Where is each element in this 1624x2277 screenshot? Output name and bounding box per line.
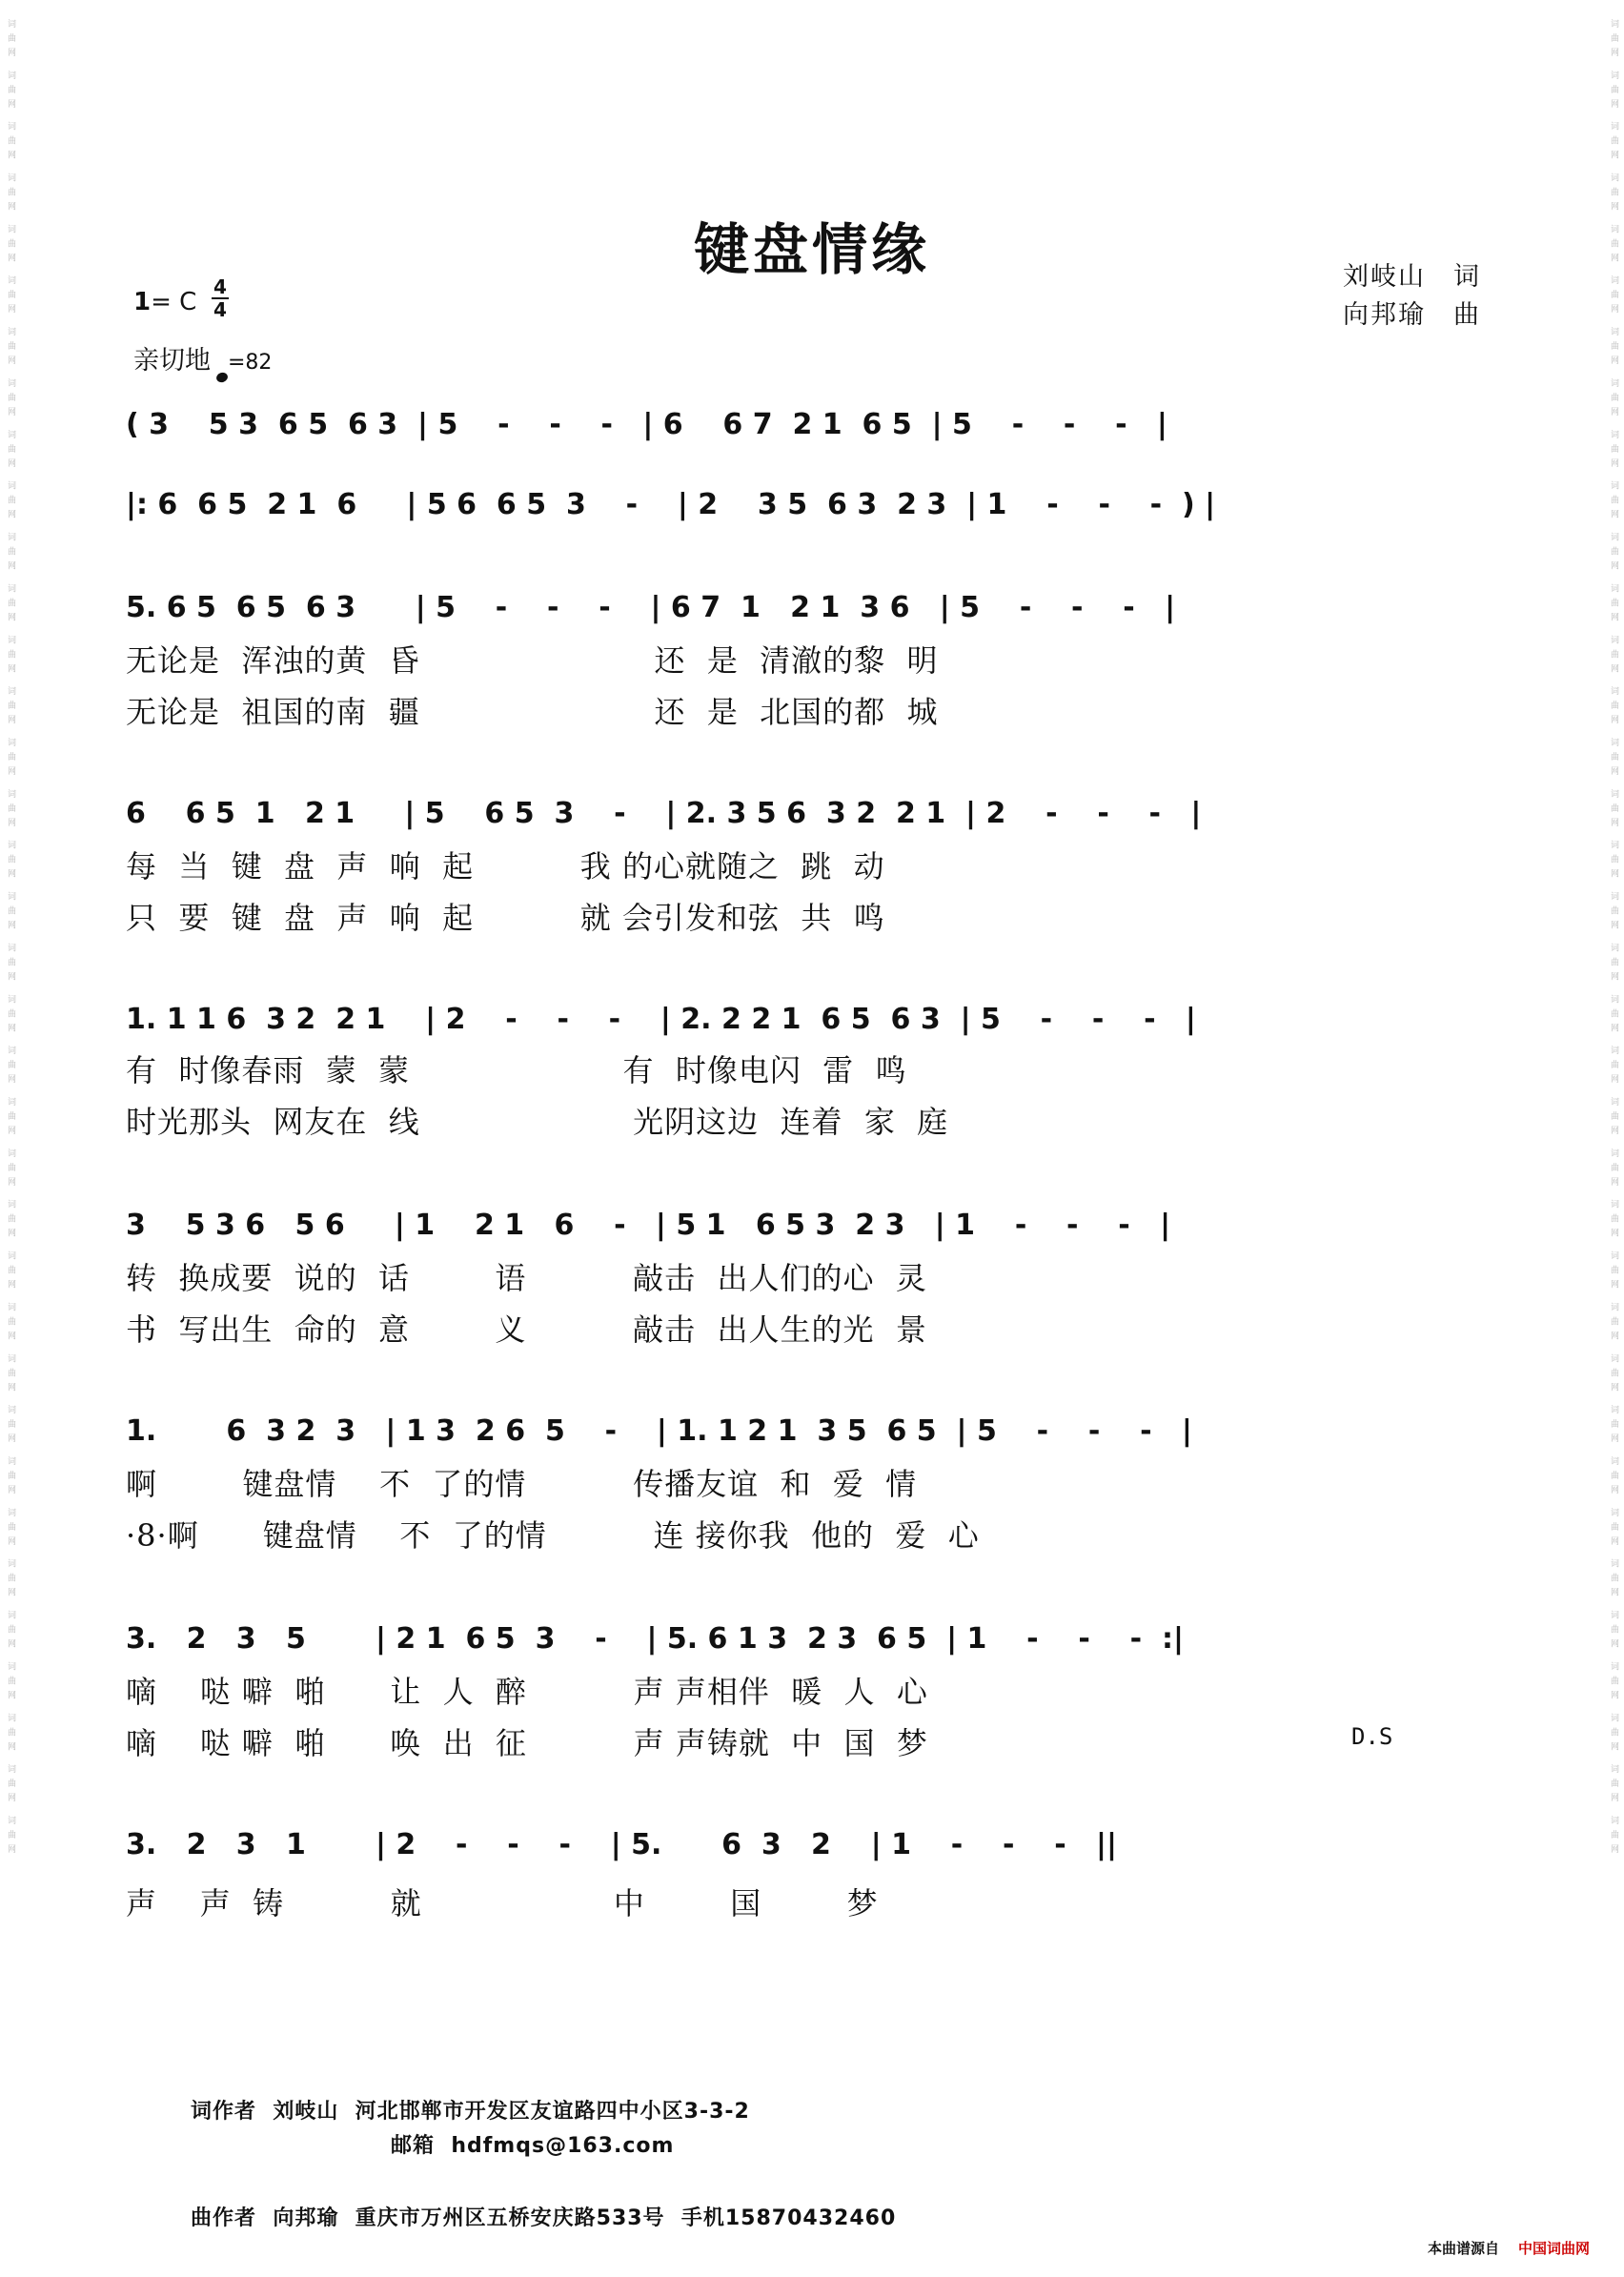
score-row-9 <box>126 1828 1498 1885</box>
lyricist-address: 词作者 刘岐山 河北邯郸市开发区友谊路四中小区3-3-2 <box>191 2100 750 2124</box>
tempo-mood: 亲切地 <box>133 346 211 376</box>
score-notes: 1. 1 1 6 3 2 2 1 | 2 - - - | 2. 2 2 1 6 5 6 3 | 5 - - - | <box>126 1003 1196 1036</box>
composer-address: 曲作者 向邦瑜 重庆市万州区五桥安庆路533号 手机15870432460 <box>191 2206 897 2230</box>
time-signature-top: 4 <box>213 275 227 298</box>
lyric-verse-1: 嘀 哒 噼 啪 让 人 醉 声 声相伴 暖 人 心 <box>126 1674 928 1710</box>
score-notes: 5. 6 5 6 5 6 3 | 5 - - - | 6 7 1 2 1 3 6 | 5 - - - | <box>126 591 1176 624</box>
lyric-verse-1: 啊 键盘情 不 了的情 传播友谊 和 爱 情 <box>126 1466 918 1502</box>
lyric-verse-1: 声 声 铸 就 中 国 梦 <box>126 1885 879 1921</box>
score-notes: ( 3 5 3 6 5 6 3 | 5 - - - | 6 6 7 2 1 6 5 | 5 - - - | <box>126 408 1167 441</box>
key-name: = C <box>151 288 197 316</box>
source-site-link[interactable]: 中国词曲网 <box>1517 2240 1590 2257</box>
lyric-verse-1: 有 时像春雨 蒙 蒙 有 时像电闪 雷 鸣 <box>126 1052 907 1088</box>
score-notes: 1. 6 3 2 3 | 1 3 2 6 5 - | 1. 1 2 1 3 5 6 5 | 5 - - - | <box>126 1414 1192 1448</box>
score-notes: 3. 2 3 5 | 2 1 6 5 3 - | 5. 6 1 3 2 3 6 5 | 1 - - - :| <box>126 1622 1184 1656</box>
lyric-verse-1: 无论是 浑浊的黄 昏 还 是 清澈的黎 明 <box>126 642 939 679</box>
time-signature-bottom: 4 <box>212 297 229 320</box>
source-label: 本曲谱源自 <box>1427 2240 1499 2257</box>
source-credit <box>1428 2238 1590 2258</box>
left-watermark: 词曲网 词曲网 词曲网 词曲网 词曲网 词曲网 词曲网 词曲网 词曲网 词曲网 词曲网 词曲网 词曲网 词曲网 词曲网 词曲网 词曲网 词曲网 词曲网 词曲网 词曲网 词曲网 词曲网 词曲网 词曲网 词曲网 词曲网 词曲网 词曲网 词曲网 词曲网 词曲网 词曲网 词曲网 词曲网 词曲网 <box>6 19 15 1860</box>
key-signature <box>133 288 196 316</box>
composer-credit: 向邦瑜 曲 <box>1343 300 1481 330</box>
lyric-verse-1: 每 当 键 盘 声 响 起 我 的心就随之 跳 动 <box>126 848 885 884</box>
lyric-verse-1: 转 换成要 说的 话 语 敲击 出人们的心 灵 <box>126 1260 927 1296</box>
lyric-verse-2: 书 写出生 命的 意 义 敲击 出人生的光 景 <box>126 1311 927 1348</box>
lyric-verse-2: 时光那头 网友在 线 光阴这边 连着 家 庭 <box>126 1104 949 1140</box>
song-title: 键盘情缘 <box>693 217 930 282</box>
lyric-verse-2: 只 要 键 盘 声 响 起 就 会引发和弦 共 鸣 <box>126 900 885 936</box>
score-row-1 <box>126 408 1498 465</box>
lyricist-email: 邮箱 hdfmqs@163.com <box>391 2134 675 2158</box>
ds-marking: D.S <box>1351 1723 1393 1750</box>
key-tonic: 1 <box>133 288 152 316</box>
tempo-bpm: =82 <box>228 351 273 375</box>
score-notes: 3 5 3 6 5 6 | 1 2 1 6 - | 5 1 6 5 3 2 3 | 1 - - - | <box>126 1209 1171 1242</box>
score-row-2 <box>126 488 1498 545</box>
lyric-verse-2: ·8·啊 键盘情 不 了的情 连 接你我 他的 爱 心 <box>126 1517 980 1554</box>
score-notes: 3. 2 3 1 | 2 - - - | 5. 6 3 2 | 1 - - - || <box>126 1828 1117 1861</box>
time-signature <box>212 276 229 320</box>
lyricist-credit: 刘岐山 词 <box>1343 262 1481 292</box>
right-watermark: 词曲网 词曲网 词曲网 词曲网 词曲网 词曲网 词曲网 词曲网 词曲网 词曲网 词曲网 词曲网 词曲网 词曲网 词曲网 词曲网 词曲网 词曲网 词曲网 词曲网 词曲网 词曲网 词曲网 词曲网 词曲网 词曲网 词曲网 词曲网 词曲网 词曲网 词曲网 词曲网 词曲网 词曲网 词曲网 词曲网 <box>1609 19 1618 1860</box>
tempo-marking <box>133 339 272 376</box>
score-notes: 6 6 5 1 2 1 | 5 6 5 3 - | 2. 3 5 6 3 2 2 1 | 2 - - - | <box>126 797 1202 830</box>
lyric-verse-2: 无论是 祖国的南 疆 还 是 北国的都 城 <box>126 694 939 730</box>
score-notes: |: 6 6 5 2 1 6 | 5 6 6 5 3 - | 2 3 5 6 3 2 3 | 1 - - - ) | <box>126 488 1216 521</box>
lyric-verse-2: 嘀 哒 噼 啪 唤 出 征 声 声铸就 中 国 梦 <box>126 1725 928 1761</box>
